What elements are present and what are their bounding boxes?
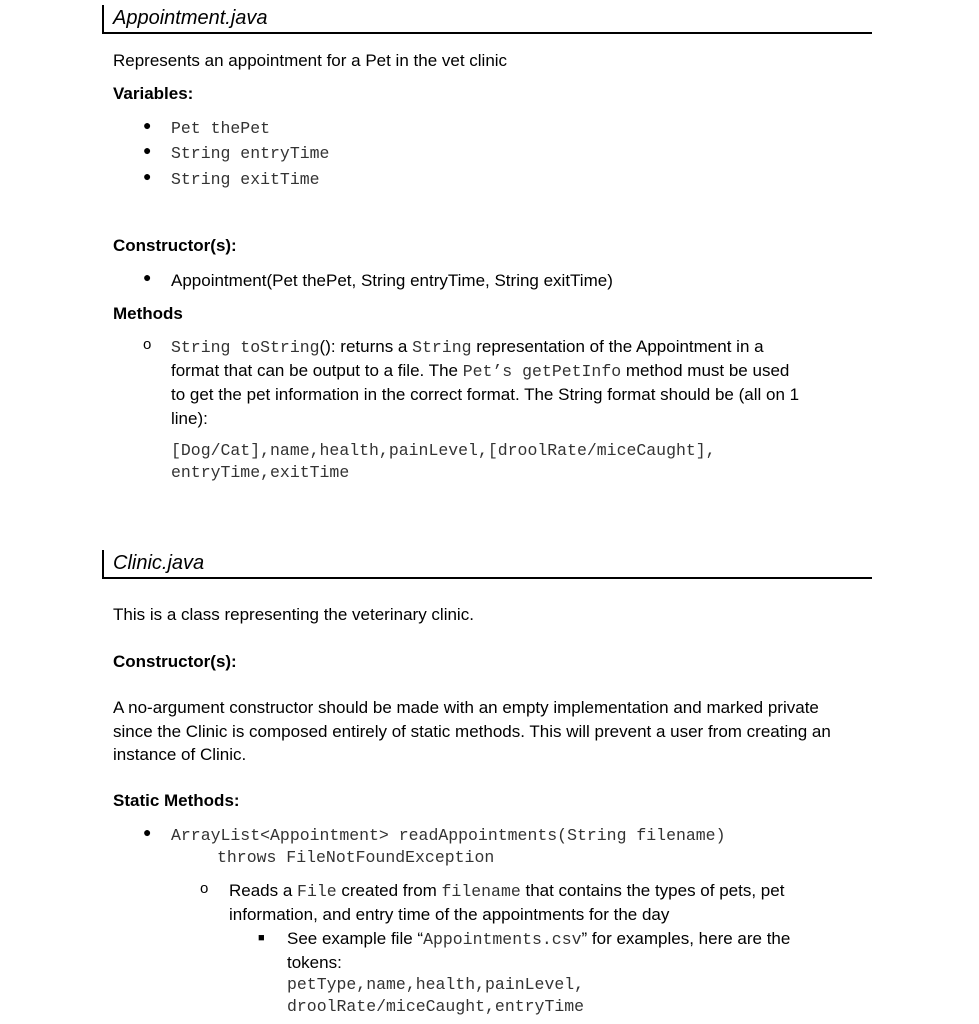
clinic-heading [102,550,872,579]
tostring-sig: String toString [171,338,320,357]
variables-label: Variables: [113,84,194,103]
bullet: ● [143,824,152,840]
tostring-text: format that can be output to a file. The [171,361,463,380]
appointment-heading [102,5,872,34]
tostring-text: method must be used [621,361,790,380]
reads-line1 [229,879,869,904]
tostring-line4: line): [171,409,208,428]
clinic-constructor-text: since the Clinic is composed entirely of static methods. This will prevent a user from creating an [113,722,831,741]
tostring-line1 [171,335,871,360]
tostring-code: String [412,338,472,357]
clinic-heading-title: Clinic.java [113,552,205,574]
bullet: ● [143,168,152,184]
tostring-text: returns a [335,337,413,356]
format-line1: [Dog/Cat],name,health,painLevel,[droolRate/miceCaught], [171,441,716,460]
clinic-constructor-text: instance of Clinic. [113,745,247,764]
format-line2: entryTime,exitTime [171,463,350,482]
bullet: ● [143,269,152,285]
tokens-line1: petType,name,health,painLevel, [287,975,585,994]
variable-item: String exitTime [171,170,320,189]
example-line1 [287,927,867,952]
circle-bullet: o [200,880,209,897]
reads-code: File [297,882,337,901]
methods-label: Methods [113,304,183,323]
bullet: ● [143,117,152,133]
tostring-code: Pet’s getPetInfo [462,362,622,381]
static-methods-label: Static Methods: [113,791,240,810]
tokens-line2: droolRate/miceCaught,entryTime [287,997,585,1016]
reads-text: created from [336,881,442,900]
clinic-constructor-label: Constructor(s): [113,652,237,671]
tostring-line3: to get the pet information in the correct format. The String format should be (all on 1 [171,385,800,404]
appointment-heading-title: Appointment.java [113,7,268,29]
square-bullet: ■ [258,932,265,944]
example-text: ” for examples, here are the [581,929,791,948]
tostring-text: representation of the Appointment in a [471,337,764,356]
circle-bullet: o [143,336,152,353]
reads-text: Reads a [229,881,298,900]
constructor-signature: Appointment(Pet thePet, String entryTime, String exitTime) [171,271,613,290]
reads-code: filename [441,882,521,901]
bullet: ● [143,142,152,158]
appointment-description: Represents an appointment for a Pet in the vet clinic [113,51,508,70]
tostring-parens: (): [319,337,336,356]
constructor-label: Constructor(s): [113,236,237,255]
variable-item: String entryTime [171,144,330,163]
clinic-description: This is a class representing the veterinary clinic. [113,605,474,624]
read-appointments-signature: ArrayList<Appointment> readAppointments(String filename) [171,826,726,845]
example-text: See example file “ [287,929,424,948]
variable-item: Pet thePet [171,119,271,138]
reads-text: that contains the types of pets, pet [520,881,785,900]
reads-line2: information, and entry time of the appointments for the day [229,905,670,924]
example-code: Appointments.csv [423,930,582,949]
read-appointments-throws: throws FileNotFoundException [217,848,495,867]
clinic-constructor-text: A no-argument constructor should be made with an empty implementation and marked private [113,698,819,717]
example-line2: tokens: [287,953,342,972]
tostring-line2 [171,359,871,384]
